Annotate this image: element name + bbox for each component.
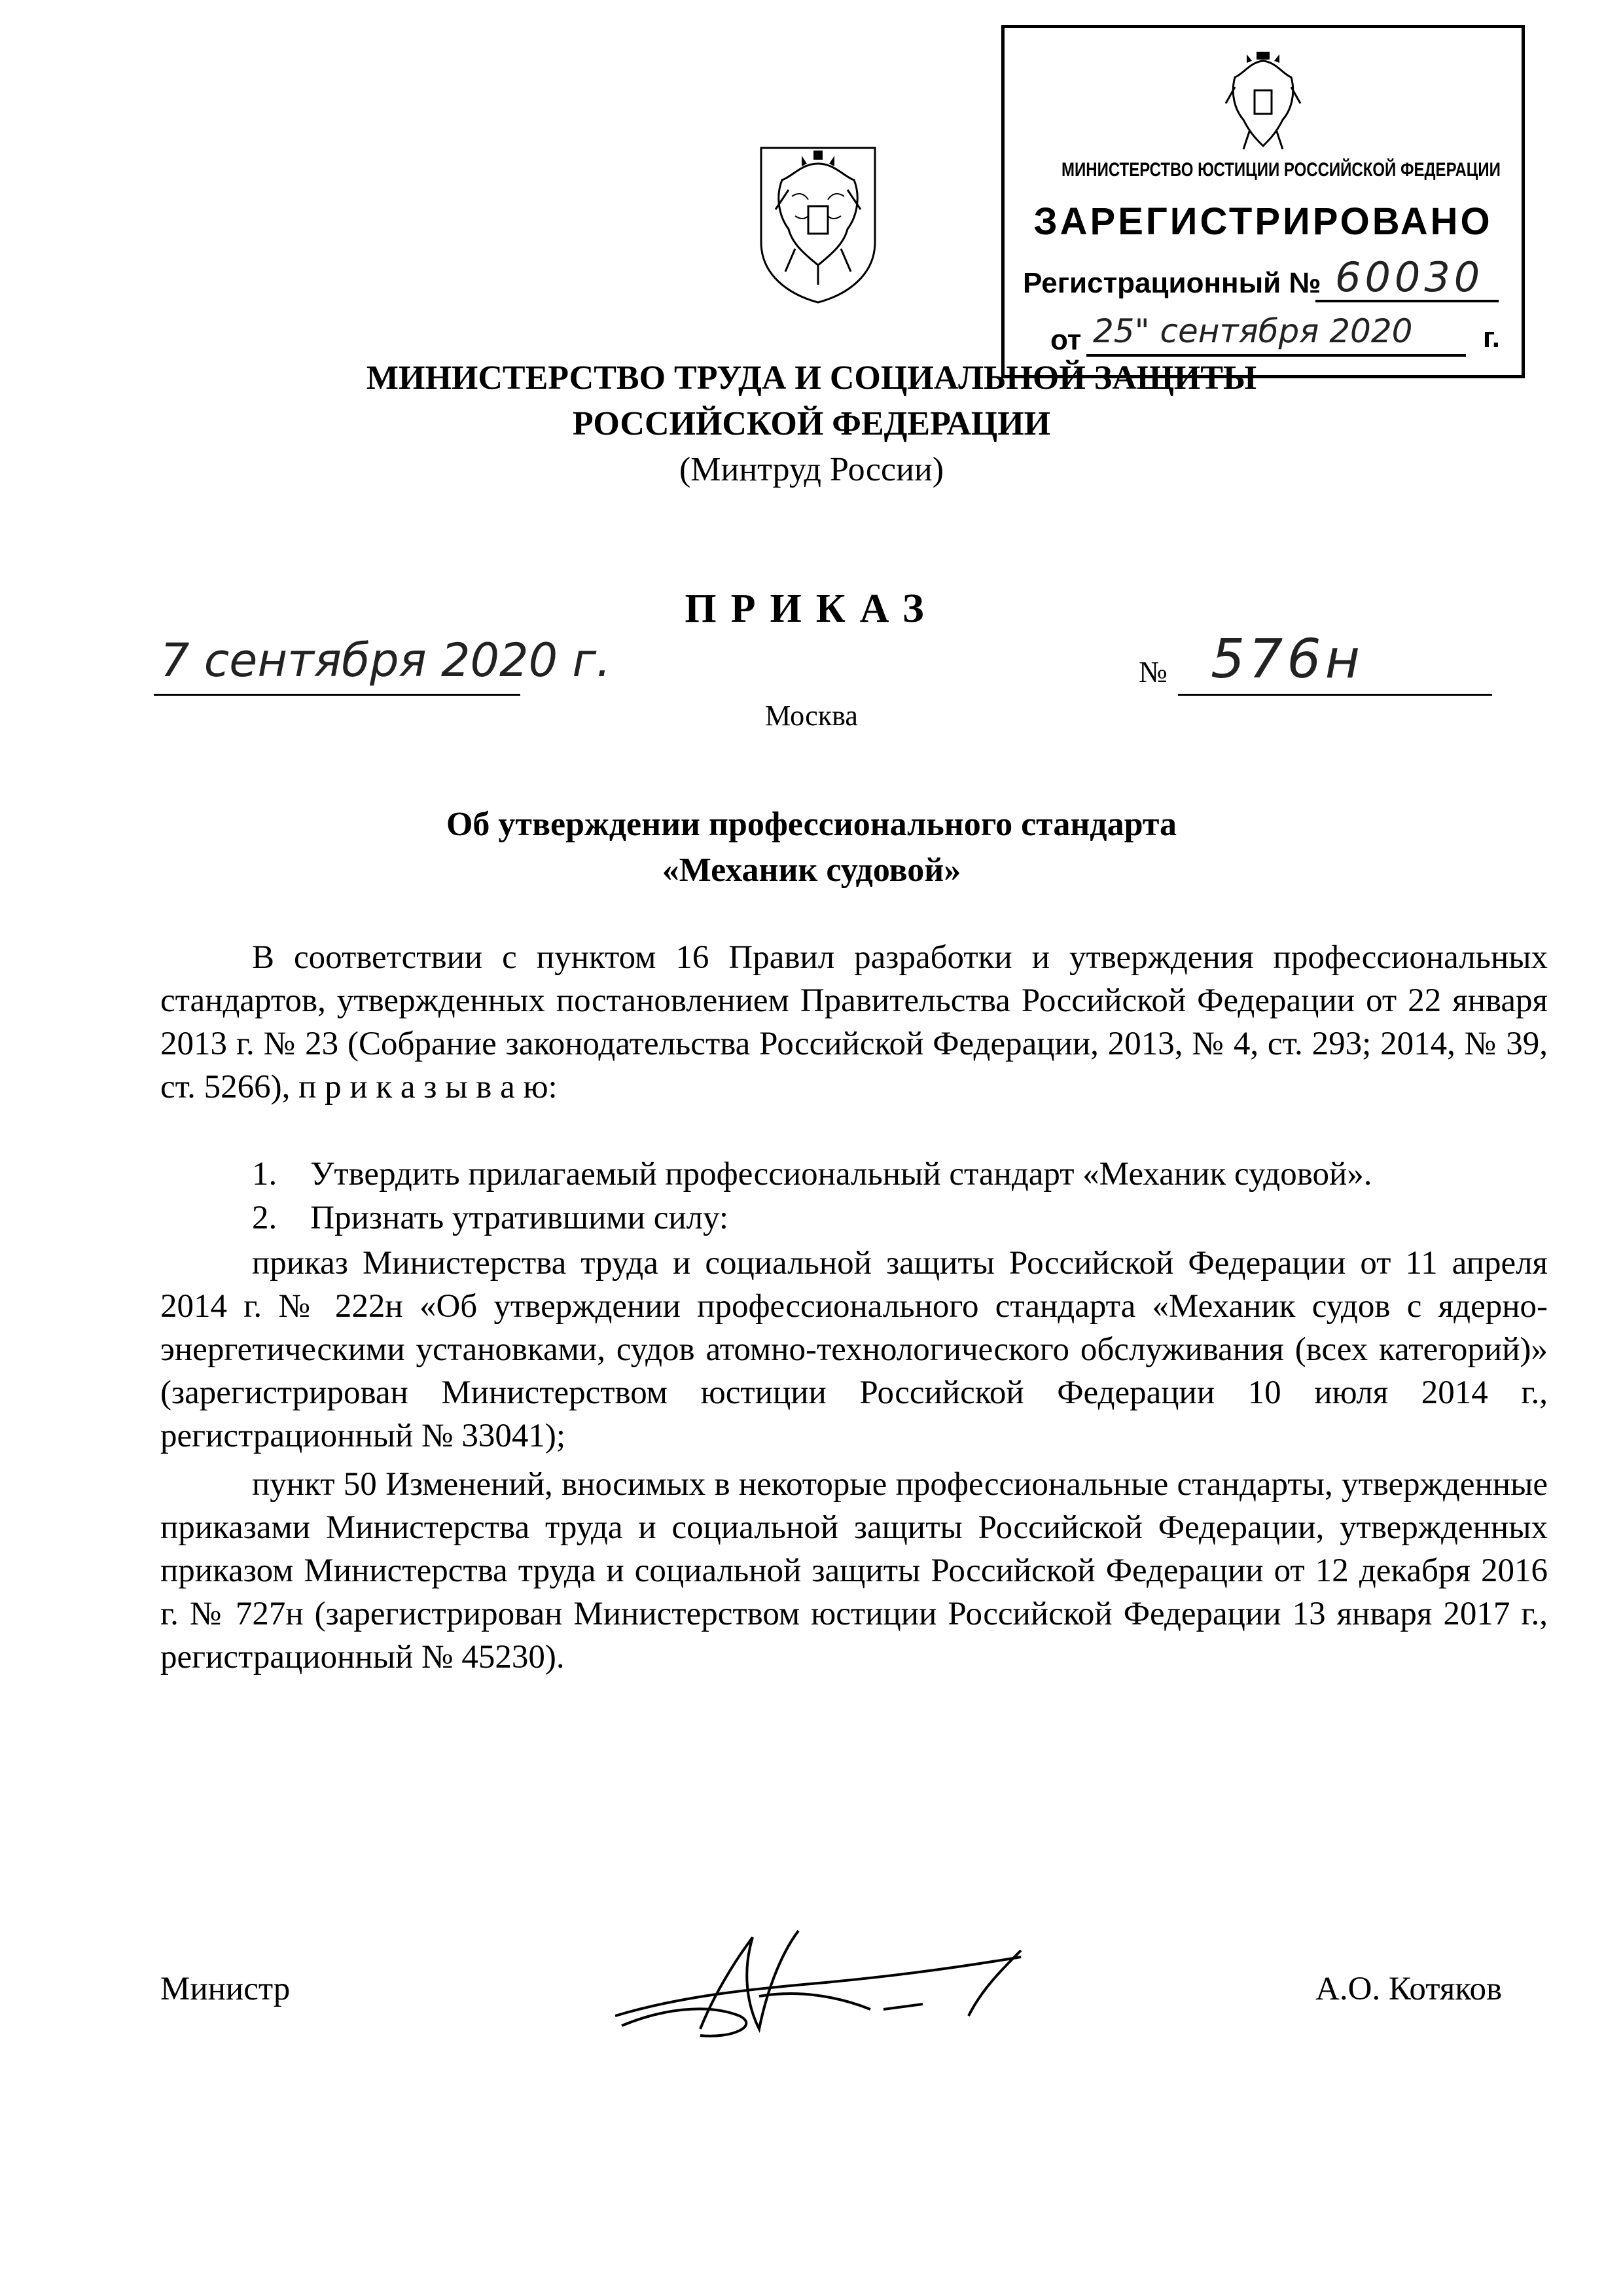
order-number-field [1178, 628, 1492, 696]
registration-stamp [1001, 25, 1525, 378]
order-title: ПРИКАЗ [685, 586, 938, 631]
stamp-ministry-name: МИНИСТЕРСТВО ЮСТИЦИИ РОССИЙСКОЙ ФЕДЕРАЦИИ [1061, 159, 1501, 181]
signatory-name: А.О. Котяков [1315, 1971, 1503, 2007]
ministry-name-line2: РОССИЙСКОЙ ФЕДЕРАЦИИ [572, 405, 1051, 442]
stamp-registered-label: ЗАРЕГИСТРИРОВАНО [1033, 200, 1493, 243]
repeal-paragraph-2: пункт 50 Изменений, вносимых в некоторые профессиональные стандарты, утвержденные приказами Министерства труда и социальной защиты Российской Федерации, утвержденных приказом Министерства труда и социальной защиты Российской Федерации от 12 декабря 2016 г. № 727н (зарегистрирован Министерством юстиции Российской Федерации 13 января 2017 г., регистрационный № 45230). [160, 1466, 1548, 1676]
handwritten-signature [602, 1918, 1073, 2049]
repeal-paragraph-1: приказ Министерства труда и социальной защиты Российской Федерации от 11 апреля 2014 г. № 222н «Об утверждении профессионального стандарта «Механик судов с ядерно-энергетическими установками, судов атомно-технологического обслуживания (всех категорий)» (зарегистрирован Министерством юстиции Российской Федерации 10 июля 2014 г., регистрационный № 33041); [160, 1245, 1548, 1454]
preamble-paragraph: В соответствии с пунктом 16 Правил разработки и утверждения профессиональных стандартов, утвержденных постановлением Правительства Российской Федерации от 22 января 2013 г. № 23 (Собрание законодательства Российской Федерации, 2013, № 4, ст. 293; 2014, № 39, ст. 5266), п р и к а з ы в а ю: [160, 939, 1548, 1105]
order-item-1: 1. Утвердить прилагаемый профессиональный стандарт «Механик судовой». [252, 1156, 1372, 1193]
stamp-date-suffix: г. [1482, 321, 1500, 353]
order-number-handwritten: 576н [1211, 628, 1364, 691]
stamp-date-prefix: от [1050, 324, 1082, 356]
order-city: Москва [765, 700, 858, 732]
stamp-reg-number: 60030 [1335, 253, 1484, 301]
ministry-abbreviation: (Минтруд России) [679, 451, 944, 488]
order-date-field [154, 628, 611, 696]
stamp-reg-number-field [1315, 251, 1499, 302]
stamp-emblem-icon [1221, 48, 1306, 152]
coat-of-arms-emblem [756, 144, 880, 304]
stamp-date-field [1086, 308, 1500, 357]
order-item-2: 2. Признать утратившими силу: [252, 1200, 729, 1236]
order-number-sign: № [1139, 655, 1168, 689]
stamp-reg-label: Регистрационный № [1023, 267, 1321, 299]
order-subject-line2: «Механик судовой» [662, 852, 961, 889]
order-subject-line1: Об утверждении профессионального стандарта [446, 806, 1177, 843]
stamp-date-handwritten: 25" сентября 2020 [1093, 312, 1413, 350]
order-date-handwritten: 7 сентября 2020 г. [160, 634, 611, 687]
signatory-title: Министр [160, 1971, 291, 2007]
ministry-name-line1: МИНИСТЕРСТВО ТРУДА И СОЦИАЛЬНОЙ ЗАЩИТЫ [366, 359, 1257, 397]
